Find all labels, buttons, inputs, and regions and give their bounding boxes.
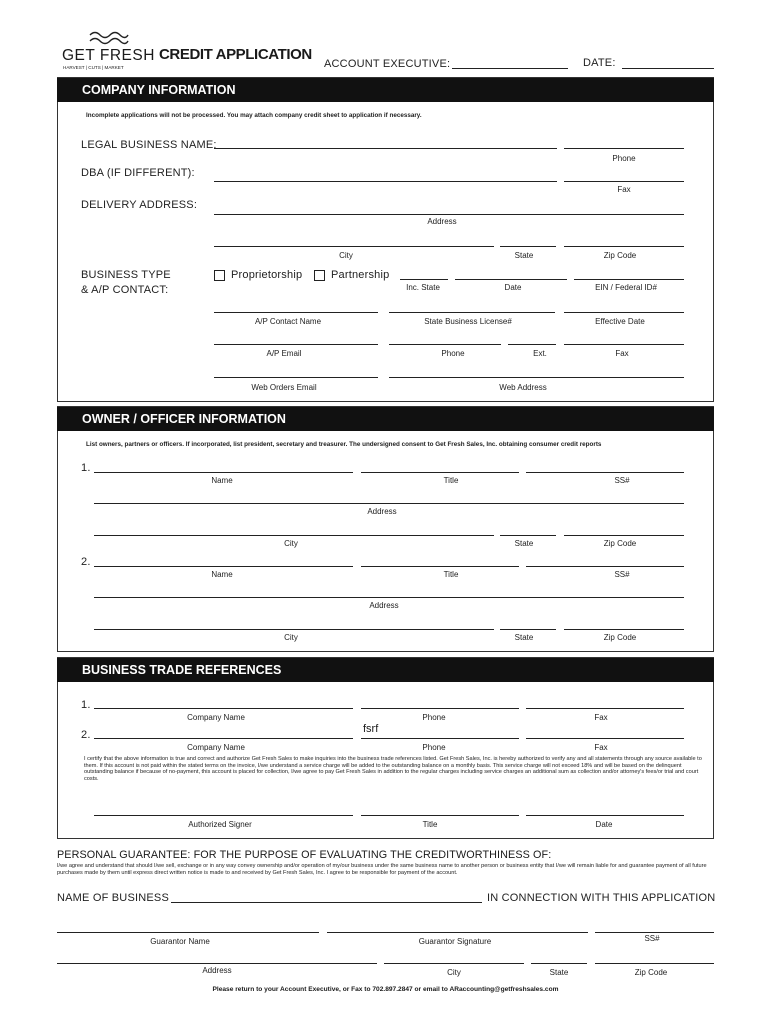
legal-name-label: LEGAL BUSINESS NAME: (81, 139, 217, 151)
owner2-number: 2. (81, 556, 91, 568)
cap-owner1-state: State (514, 539, 534, 548)
cap-ref1-company: Company Name (187, 713, 245, 722)
cap-fax: Fax (617, 185, 631, 194)
legal-name-field[interactable] (214, 148, 557, 149)
ap-contact-label: & A/P CONTACT: (81, 284, 169, 296)
guarantor-city-field[interactable] (384, 963, 524, 964)
company-fax-field[interactable] (564, 181, 684, 182)
cap-guarantor-zip: Zip Code (634, 968, 668, 977)
ref1-company-field[interactable] (94, 708, 353, 709)
ref1-number: 1. (81, 699, 91, 711)
signer-date-field[interactable] (526, 815, 684, 816)
business-name-label: NAME OF BUSINESS (57, 892, 169, 904)
ref2-phone-value: fsrf (363, 723, 379, 735)
cap-guarantor-ss: SS# (644, 934, 660, 943)
cap-web-address: Web Address (499, 383, 547, 392)
date-label: DATE: (583, 57, 616, 69)
cap-phone: Phone (612, 154, 636, 163)
delivery-zip-field[interactable] (564, 246, 684, 247)
ap-email-field[interactable] (214, 344, 378, 345)
dba-label: DBA (IF DIFFERENT): (81, 167, 195, 179)
effective-date-field[interactable] (564, 312, 684, 313)
guarantee-heading: PERSONAL GUARANTEE: FOR THE PURPOSE OF EVALUATING THE CREDITWORTHINESS OF: (57, 849, 552, 861)
owner2-zip-field[interactable] (564, 629, 684, 630)
owner1-number: 1. (81, 462, 91, 474)
account-exec-field[interactable] (452, 68, 568, 69)
logo-tagline: HARVEST | CUTS | MARKET (63, 65, 124, 70)
cap-guarantor-city: City (447, 968, 461, 977)
cap-state: State (514, 251, 534, 260)
ap-ext-field[interactable] (508, 344, 556, 345)
cap-owner1-city: City (284, 539, 298, 548)
cap-signer-title: Title (422, 820, 438, 829)
owner1-address-field[interactable] (94, 503, 684, 504)
guarantor-state-field[interactable] (531, 963, 587, 964)
owner1-city-field[interactable] (94, 535, 494, 536)
logo (62, 30, 154, 74)
owner2-state-field[interactable] (500, 629, 556, 630)
guarantor-zip-field[interactable] (595, 963, 714, 964)
inc-date-field[interactable] (455, 279, 567, 280)
signer-title-field[interactable] (361, 815, 519, 816)
ap-contact-field[interactable] (214, 312, 378, 313)
owner-section-heading: OWNER / OFFICER INFORMATION (57, 407, 714, 431)
date-field[interactable] (622, 68, 714, 69)
ref1-fax-field[interactable] (526, 708, 684, 709)
guarantor-name-field[interactable] (57, 932, 319, 933)
partnership-label: Partnership (331, 269, 390, 281)
owner2-name-field[interactable] (94, 566, 353, 567)
partnership-checkbox[interactable] (314, 270, 325, 281)
certification-text: I certify that the above information is true and correct and authorize Get Fresh Sales to make inquiries into the business trade references listed. Get Fresh Sales, Inc. is hereby authorized to verify any and all statements through any source available to them. If this account is not paid within the stated terms on the invoice, I/we understand a service charge will be added to the outstanding balance on a monthly basis. This service charge will not exceed 18% and will be based on the delinquent outstanding balance if because of no-payment, this account is placed for collection, I/we agree to pay Get Fresh Sales in addition to the regular charges including service charges an additional sum as collection and/or attorney's fees/or trial and court costs. (84, 756, 702, 782)
logo-waves-icon (88, 30, 130, 46)
footer-instructions: Please return to your Account Executive, or Fax to 702.897.2847 or email to ARaccounting@getfreshsales.com (212, 986, 559, 993)
cap-ref2-phone: Phone (422, 743, 446, 752)
cap-owner2-city: City (284, 633, 298, 642)
guarantor-ss-field[interactable] (595, 932, 714, 933)
cap-signer-date: Date (595, 820, 613, 829)
owner-note: List owners, partners or officers. If incorporated, list president, secretary and treasurer. The undersigned consent to Get Fresh Sales, Inc. obtaining consumer credit reports (86, 441, 602, 448)
proprietorship-label: Proprietorship (231, 269, 303, 281)
connection-label: IN CONNECTION WITH THIS APPLICATION (487, 892, 716, 904)
cap-ein: EIN / Federal ID# (595, 283, 657, 292)
company-note: Incomplete applications will not be processed. You may attach company credit sheet to application if necessary. (86, 112, 422, 119)
guarantor-address-field[interactable] (57, 963, 377, 964)
owner1-zip-field[interactable] (564, 535, 684, 536)
delivery-state-field[interactable] (500, 246, 556, 247)
cap-city: City (339, 251, 353, 260)
owner1-title-field[interactable] (361, 472, 519, 473)
owner1-state-field[interactable] (500, 535, 556, 536)
page-title: CREDIT APPLICATION (159, 46, 312, 63)
cap-phone2: Phone (441, 349, 465, 358)
dba-field[interactable] (214, 181, 557, 182)
cap-web-email: Web Orders Email (251, 383, 317, 392)
owner2-title-field[interactable] (361, 566, 519, 567)
cap-owner1-address: Address (367, 507, 397, 516)
guarantee-text: I/we agree and understand that should I/we sell, exchange or in any way convey ownership and/or operation of my/our business under the same business name to another person or business entity that I/we will remain liable for and guarantee payment of all future purchases made by them until express direct written notice is made to and received by Get Fresh Sales, Inc. I agree to be responsible for payment of the account. (57, 863, 707, 876)
ap-fax-field[interactable] (564, 344, 684, 345)
trade-section-heading: BUSINESS TRADE REFERENCES (57, 658, 714, 682)
delivery-city-field[interactable] (214, 246, 494, 247)
cap-guarantor-state: State (549, 968, 569, 977)
cap-owner1-zip: Zip Code (603, 539, 637, 548)
cap-ref1-fax: Fax (594, 713, 608, 722)
cap-effective: Effective Date (595, 317, 645, 326)
owner1-ss-field[interactable] (526, 472, 684, 473)
cap-owner2-zip: Zip Code (603, 633, 637, 642)
cap-owner2-name: Name (211, 570, 233, 579)
cap-owner2-ss: SS# (614, 570, 630, 579)
cap-inc-state: Inc. State (406, 283, 440, 292)
cap-zip: Zip Code (603, 251, 637, 260)
cap-guarantor-address: Address (202, 966, 232, 975)
cap-date: Date (504, 283, 522, 292)
account-exec-label: ACCOUNT EXECUTIVE: (324, 58, 451, 70)
delivery-label: DELIVERY ADDRESS: (81, 199, 198, 211)
ref1-phone-field[interactable] (361, 708, 519, 709)
cap-owner1-name: Name (211, 476, 233, 485)
cap-ap-email: A/P Email (266, 349, 302, 358)
ref2-phone-field[interactable] (361, 738, 519, 739)
inc-state-field[interactable] (400, 279, 448, 280)
cap-address: Address (427, 217, 457, 226)
cap-ref1-phone: Phone (422, 713, 446, 722)
business-name-field[interactable] (171, 902, 482, 903)
cap-license: State Business License# (424, 317, 512, 326)
ref2-number: 2. (81, 729, 91, 741)
cap-ap-contact: A/P Contact Name (254, 317, 322, 326)
owner1-name-field[interactable] (94, 472, 353, 473)
ref2-fax-field[interactable] (526, 738, 684, 739)
cap-owner1-ss: SS# (614, 476, 630, 485)
cap-guarantor-name: Guarantor Name (150, 937, 210, 946)
cap-owner2-address: Address (369, 601, 399, 610)
company-section-heading: COMPANY INFORMATION (57, 78, 714, 102)
cap-fax2: Fax (615, 349, 629, 358)
company-phone-field[interactable] (564, 148, 684, 149)
proprietorship-checkbox[interactable] (214, 270, 225, 281)
license-field[interactable] (389, 312, 555, 313)
owner2-city-field[interactable] (94, 629, 494, 630)
ein-field[interactable] (574, 279, 684, 280)
owner2-address-field[interactable] (94, 597, 684, 598)
cap-owner1-title: Title (443, 476, 459, 485)
business-type-label: BUSINESS TYPE (81, 269, 171, 281)
cap-signer: Authorized Signer (188, 820, 252, 829)
cap-ref2-company: Company Name (187, 743, 245, 752)
guarantor-signature-field[interactable] (327, 932, 588, 933)
owner2-ss-field[interactable] (526, 566, 684, 567)
ref2-company-field[interactable] (94, 738, 353, 739)
cap-ext: Ext. (533, 349, 547, 358)
ap-phone-field[interactable] (389, 344, 501, 345)
web-orders-email-field[interactable] (214, 377, 378, 378)
cap-owner2-state: State (514, 633, 534, 642)
web-address-field[interactable] (389, 377, 684, 378)
cap-ref2-fax: Fax (594, 743, 608, 752)
cap-guarantor-sig: Guarantor Signature (418, 937, 492, 946)
delivery-address-field[interactable] (214, 214, 684, 215)
logo-name: GET FRESH (62, 47, 155, 64)
cap-owner2-title: Title (443, 570, 459, 579)
authorized-signer-field[interactable] (94, 815, 353, 816)
